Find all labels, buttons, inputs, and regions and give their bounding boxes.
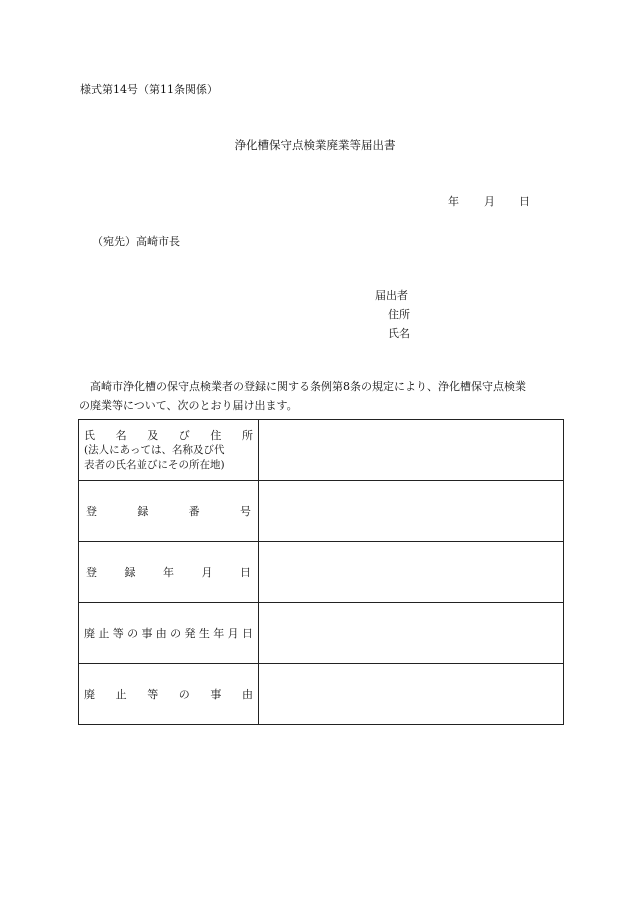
label-char: 止 <box>115 688 127 701</box>
label-char: 住 <box>210 429 222 442</box>
body-line-1: 高崎市浄化槽の保守点検業者の登録に関する条例第8条の規定により、浄化槽保守点検業 <box>90 380 526 393</box>
label-char: 所 <box>241 429 253 442</box>
body-text <box>79 377 559 415</box>
label-char: 番 <box>188 505 200 518</box>
label-char: 等 <box>112 627 124 640</box>
label-char: び <box>178 429 190 442</box>
table-row <box>79 664 564 725</box>
label-char: 登 <box>86 566 97 579</box>
label-char: 録 <box>137 505 149 518</box>
label-char: 廃 <box>84 688 95 701</box>
label-char: 及 <box>147 429 159 442</box>
label-char: 年 <box>163 566 174 579</box>
label-discontinuation-reason <box>79 664 259 725</box>
label-name-address-note-1: (法人にあっては、名称及び代 <box>84 444 225 456</box>
value-name-address[interactable] <box>259 420 564 481</box>
label-char: の <box>127 627 139 640</box>
label-char: 年 <box>213 627 225 640</box>
document-title: 浄化槽保守点検業廃業等届出書 <box>234 138 396 152</box>
label-char: 氏 <box>84 429 95 442</box>
value-discontinuation-occurrence-date[interactable] <box>259 603 564 664</box>
label-char: 月 <box>227 627 239 640</box>
label-char: 発 <box>184 627 196 640</box>
table-row <box>79 603 564 664</box>
label-char: 事 <box>141 627 153 640</box>
label-char: 月 <box>201 566 213 579</box>
body-line-2: の廃業等について、次のとおり届け出ます。 <box>79 399 298 412</box>
label-discontinuation-occurrence-date <box>79 603 259 664</box>
value-registration-number[interactable] <box>259 481 564 542</box>
label-char: 由 <box>155 627 167 640</box>
label-char: 由 <box>241 688 253 701</box>
label-char: 止 <box>98 627 110 640</box>
label-name-address-main <box>84 427 253 443</box>
label-char: 名 <box>115 429 127 442</box>
label-char: の <box>178 688 190 701</box>
label-char: 録 <box>124 566 136 579</box>
value-discontinuation-reason[interactable] <box>259 664 564 725</box>
label-char: 日 <box>241 627 253 640</box>
label-char: の <box>170 627 182 640</box>
label-char: 登 <box>86 505 97 518</box>
label-char: 廃 <box>84 627 95 640</box>
value-registration-date[interactable] <box>259 542 564 603</box>
label-char: 等 <box>147 688 159 701</box>
form-number: 様式第14号（第11条関係） <box>80 83 218 96</box>
addressee: （宛先）高崎市長 <box>92 235 180 248</box>
label-char: 事 <box>210 688 222 701</box>
label-char: 生 <box>198 627 210 640</box>
label-name-address <box>79 420 259 481</box>
table-row <box>79 481 564 542</box>
label-registration-number <box>79 481 259 542</box>
table-row <box>79 420 564 481</box>
date-month-label: 月 <box>484 195 495 208</box>
table-row <box>79 542 564 603</box>
form-table <box>78 419 564 725</box>
label-char: 日 <box>240 566 251 579</box>
label-name-address-note-2: 表者の氏名並びにその所在地) <box>84 459 225 471</box>
date-day-label: 日 <box>519 195 530 208</box>
label-registration-date <box>79 542 259 603</box>
submitter-label: 届出者 <box>375 289 408 302</box>
submitter-block <box>375 286 410 343</box>
submitter-name-label: 氏名 <box>388 327 410 340</box>
submitter-address-label: 住所 <box>388 308 410 321</box>
date-year-label: 年 <box>448 195 459 208</box>
label-char: 号 <box>239 505 251 518</box>
